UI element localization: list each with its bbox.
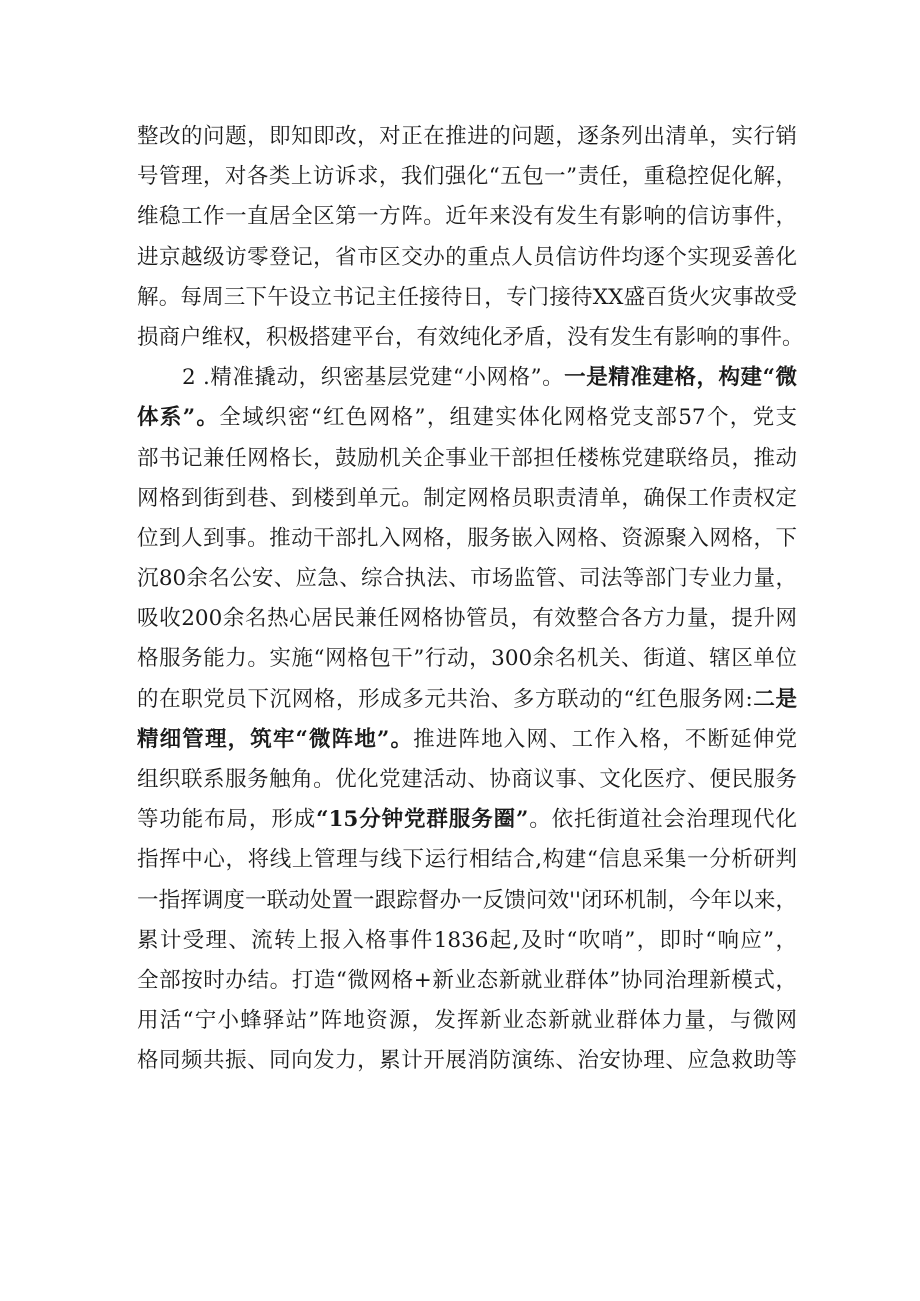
text-segment: 部书记兼任网格长，鼓励机关企事业干部担任楼栋党建联络员，推动: [137, 445, 797, 471]
bold-text-segment: 一是精准建格，构建“微: [564, 365, 797, 391]
text-segment: 号管理，对各类上访诉求，我们强化“五包一”责任，重稳控促化解，: [137, 164, 797, 190]
text-line: [137, 559, 797, 599]
text-segment: 沉80余名公安、应急、综合执法、市场监管、司法等部门专业力量，: [137, 566, 797, 592]
text-segment: 位到人到事。推动干部扎入网格，服务嵌入网格、资源聚入网格，下: [137, 525, 797, 551]
body-text: [137, 117, 804, 1082]
text-line: [137, 961, 797, 1001]
text-line: [137, 117, 797, 157]
text-line: [137, 720, 797, 760]
text-line: [137, 921, 797, 961]
text-segment: 的在职党员下沉网格，形成多元共治、多方联动的“红色服务网:: [137, 686, 753, 712]
text-line: [137, 238, 797, 278]
text-line: [137, 479, 797, 519]
text-segment: 组织联系服务触角。优化党建活动、协商议事、文化医疗、便民服务: [137, 767, 797, 792]
text-segment: 网格到街到巷、到楼到单元。制定网格员职责清单，确保工作责权定: [137, 485, 797, 511]
text-line: [137, 1041, 797, 1081]
text-segment: 推进阵地入网、工作入格，不断延伸党: [413, 726, 797, 752]
text-line: [137, 800, 797, 840]
text-segment: 。依托街道社会治理现代化: [528, 807, 797, 833]
text-segment: 解。每周三下午设立书记主任接待日，专门接待XX盛百货火灾事故受: [137, 284, 797, 310]
text-segment: 2 .精准撬动，织密基层党建“小网格”。: [182, 365, 565, 391]
text-line: [137, 278, 797, 318]
text-line: [137, 197, 797, 237]
text-line: [137, 358, 797, 398]
text-segment: 进京越级访零登记，省市区交办的重点人员信访件均逐个实现妥善化: [137, 244, 797, 270]
text-line: [137, 318, 804, 358]
text-segment: 格同频共振、同向发力，累计开展消防演练、治安协理、应急救助等: [137, 1048, 797, 1074]
text-segment: 一指挥调度一联动处置一跟踪督办一反馈问效''闭环机制，今年以来，: [137, 887, 797, 913]
text-line: [137, 760, 797, 800]
bold-text-segment: 二是: [752, 686, 797, 712]
bold-text-segment: “15分钟党群服务圈”: [316, 807, 529, 833]
bold-text-segment: 体系”。: [137, 405, 220, 431]
text-segment: 全部按时办结。打造“微网格+新业态新就业群体”协同治理新模式，: [137, 967, 797, 993]
text-line: [137, 1001, 797, 1041]
text-line: [137, 599, 797, 639]
text-line: [137, 398, 797, 438]
text-segment: 整改的问题，即知即改，对正在推进的问题，逐条列出清单，实行销: [137, 124, 797, 149]
text-segment: 全域织密“红色网格”，组建实体化网格党支部57个，党支: [219, 405, 798, 431]
text-segment: 用活“宁小蜂驿站”阵地资源，发挥新业态新就业群体力量，与微网: [137, 1008, 797, 1034]
text-segment: 等功能布局，形成: [137, 807, 317, 833]
text-line: [137, 639, 797, 679]
text-line: [137, 881, 797, 921]
text-segment: 维稳工作一直居全区第一方阵。近年来没有发生有影响的信访事件，: [137, 204, 797, 230]
text-line: [137, 157, 797, 197]
text-segment: 损商户维权，积极搭建平台，有效纯化矛盾，没有发生有影响的事件。: [137, 324, 804, 350]
text-segment: 吸收200余名热心居民兼任网格协管员，有效整合各方力量，提升网: [137, 606, 797, 632]
text-line: [137, 439, 797, 479]
bold-text-segment: 精细管理，筑牢“微阵地”。: [137, 726, 414, 752]
text-segment: 累计受理、流转上报入格事件1836起,及时“吹哨”，即时“响应”，: [137, 927, 797, 953]
text-segment: 指挥中心，将线上管理与线下运行相结合,构建“信息采集一分析研判: [137, 847, 797, 873]
text-line: [137, 840, 797, 880]
text-line: [137, 519, 797, 559]
text-segment: 格服务能力。实施“网格包干”行动，300余名机关、街道、辖区单位: [137, 646, 797, 672]
text-line: [137, 680, 797, 720]
